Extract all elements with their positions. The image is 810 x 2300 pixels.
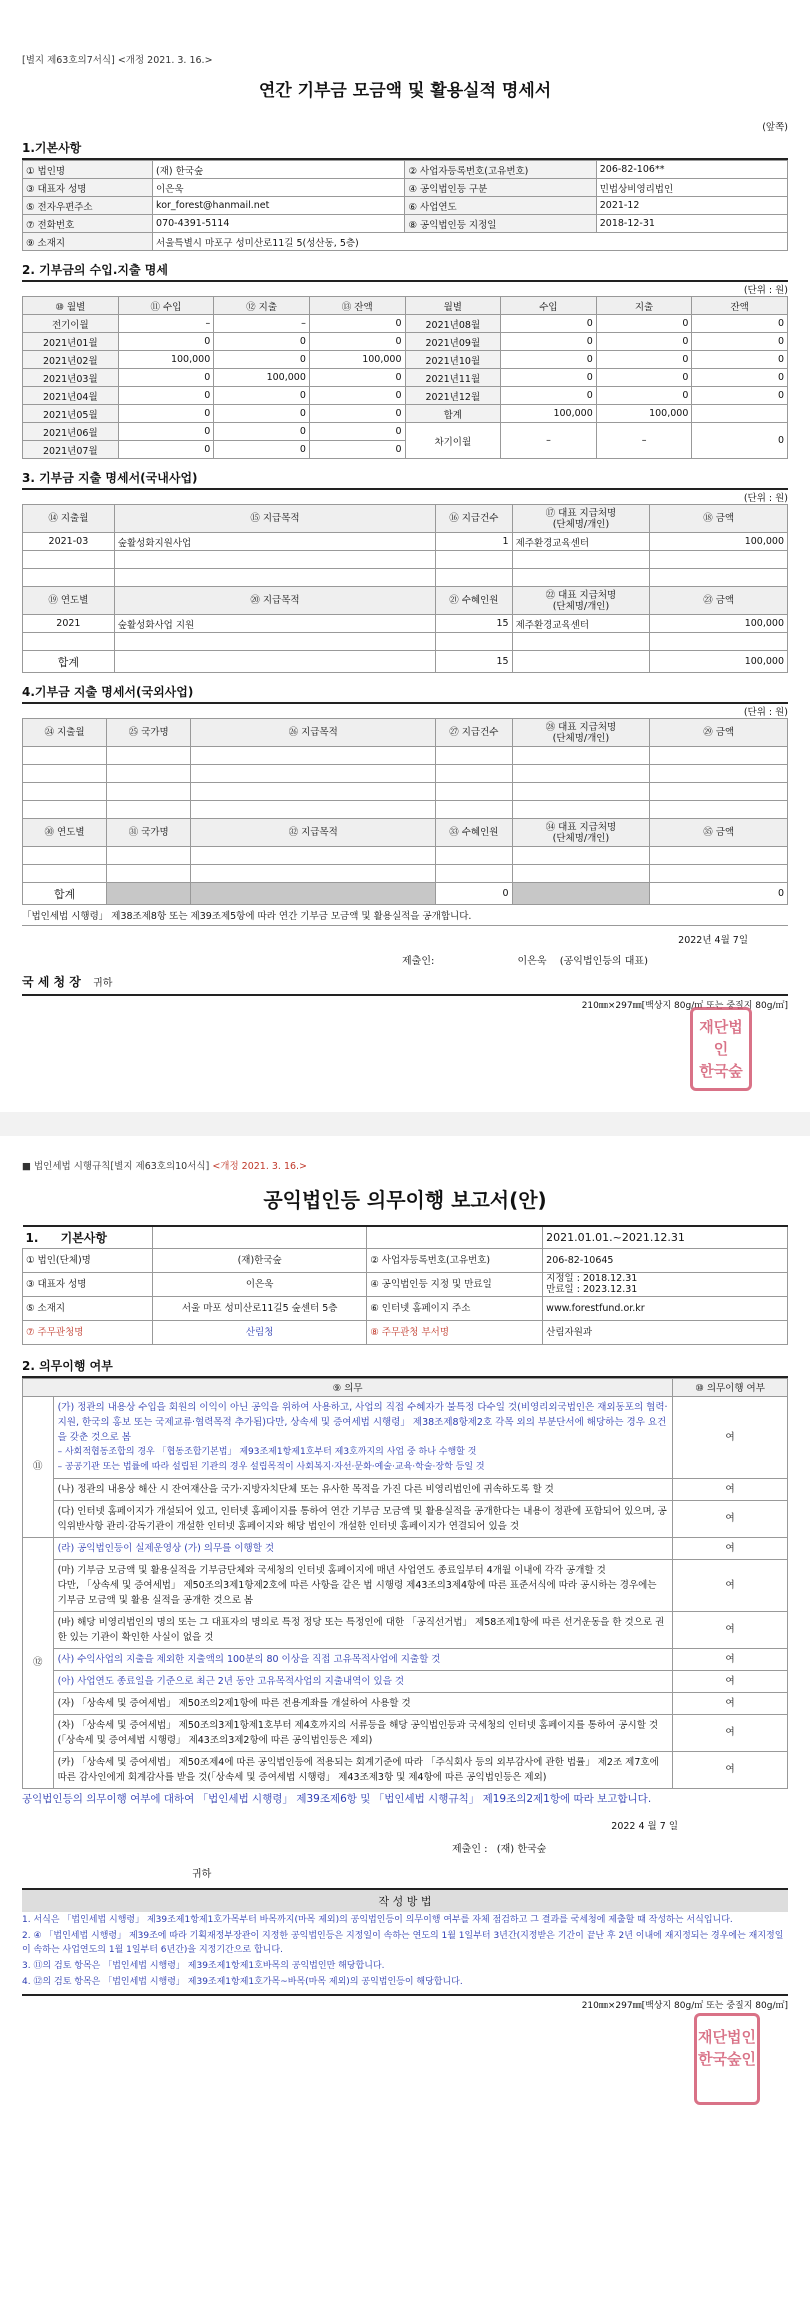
basic-label: ⑤ 전자우편주소 xyxy=(23,197,153,215)
table-cell: 0 xyxy=(692,369,788,387)
basic-value: 2021-12 xyxy=(596,197,787,215)
col-header: ㉚ 연도별 xyxy=(23,819,107,847)
table-cell: 100,000 xyxy=(214,369,310,387)
col-header: ㉓ 금액 xyxy=(650,587,788,615)
table-cell: 2021년07월 xyxy=(23,441,119,459)
basic-label: ⑤ 소재지 xyxy=(23,1296,153,1320)
table-cell xyxy=(692,405,788,423)
col-header: ㉕ 국가명 xyxy=(107,719,191,747)
page-note: (앞쪽) xyxy=(762,122,788,133)
col-header: ⑳ 지급목적 xyxy=(114,587,435,615)
check-ra: 여 xyxy=(673,1537,788,1559)
income-expense-table xyxy=(22,296,788,459)
overseas-expense-table xyxy=(22,718,788,905)
check-a: 여 xyxy=(673,1396,788,1478)
section-title: 2. 의무이행 여부 xyxy=(22,1355,788,1378)
basic-label: ④ 공익법인등 구분 xyxy=(405,179,596,197)
basic-value: 206-82-10645 xyxy=(543,1248,788,1272)
table-cell: 0 xyxy=(118,369,214,387)
col-header: ⑪ 수입 xyxy=(118,297,214,315)
basic-value: 서울 마포 성미산로11길5 숲센터 5층 xyxy=(153,1296,367,1320)
table-cell: 2021년03월 xyxy=(23,369,119,387)
col-header: ㉙ 금액 xyxy=(650,719,788,747)
law-note: 「법인세법 시행령」 제38조제8항 또는 제39조제5항에 따라 연간 기부금 모금액 및 활용실적을 공개합니다. xyxy=(22,905,788,926)
total-amount: 0 xyxy=(650,883,788,905)
basic-value: www.forestfund.or.kr xyxy=(543,1296,788,1320)
unit-label: (단위 : 원) xyxy=(743,285,788,296)
group-11: ⑪ xyxy=(23,1396,54,1537)
section-title: 기본사항 xyxy=(60,1230,107,1245)
col-header: ⑩ 월별 xyxy=(23,297,119,315)
table-cell: 전기이월 xyxy=(23,315,119,333)
table-cell: 100,000 xyxy=(650,533,788,551)
table-cell: 2021년04월 xyxy=(23,387,119,405)
col-header: 지출 xyxy=(596,297,692,315)
paper-spec: 210㎜×297㎜[백상지 80g/㎡ 또는 중질지 80g/㎡] xyxy=(22,1994,788,2011)
basic-value: 산림청 xyxy=(153,1320,367,1344)
basic-value: 206-82-106** xyxy=(596,161,787,179)
table-cell: 0 xyxy=(214,387,310,405)
table-cell: 2021년02월 xyxy=(23,351,119,369)
table-cell: 0 xyxy=(501,333,597,351)
unit-label: (단위 : 원) xyxy=(743,493,788,504)
basic-label: ③ 대표자 성명 xyxy=(23,1272,153,1296)
table-cell: 0 xyxy=(596,315,692,333)
basic-label: ⑥ 인터넷 홈페이지 주소 xyxy=(367,1296,543,1320)
table-cell: 0 xyxy=(309,333,405,351)
table-cell: 제주환경교육센터 xyxy=(512,533,650,551)
table-cell: 0 xyxy=(309,369,405,387)
recipient-suffix: 귀하 xyxy=(192,1868,212,1880)
col-header: ⑲ 연도별 xyxy=(23,587,115,615)
table-cell: 0 xyxy=(214,423,310,441)
address-label: ⑨ 소재지 xyxy=(23,233,153,251)
page-separator xyxy=(0,1112,810,1136)
check-ba: 여 xyxy=(673,1611,788,1648)
table-cell: 1 xyxy=(436,533,513,551)
table-cell: 2021년09월 xyxy=(405,333,501,351)
check-ja: 여 xyxy=(673,1692,788,1714)
total-count: 0 xyxy=(436,883,513,905)
col-header: ⑭ 지출월 xyxy=(23,505,115,533)
table-cell: 0 xyxy=(309,441,405,459)
table-cell: 0 xyxy=(118,387,214,405)
table-cell: 0 xyxy=(214,405,310,423)
duty-ja: (자) 「상속세 및 증여세법」 제50조의2제1항에 따른 전용계좌를 개설하여 사용할 것 xyxy=(53,1692,673,1714)
basic-label: ④ 공익법인등 지정 및 만료일 xyxy=(367,1272,543,1296)
basic-label: ② 사업자등록번호(고유번호) xyxy=(367,1248,543,1272)
col-header: ㉛ 국가명 xyxy=(107,819,191,847)
duty-sa: (사) 수익사업의 지출을 제외한 지출액의 100분의 80 이상을 직접 고유목적사업에 지출할 것 xyxy=(53,1648,673,1670)
table-cell: 2021년01월 xyxy=(23,333,119,351)
domestic-expense-table xyxy=(22,504,788,673)
table-cell: 0 xyxy=(596,369,692,387)
check-c: 여 xyxy=(673,1500,788,1537)
law-note: 공익법인등의 의무이행 여부에 대하여 「법인세법 시행령」 제39조제6항 및 「법인세법 시행규칙」 제19조의2제1항에 따라 보고합니다. xyxy=(22,1792,652,1805)
table-cell: 2021년08월 xyxy=(405,315,501,333)
total-count: 15 xyxy=(436,651,513,673)
col-header: ⑯ 지급건수 xyxy=(436,505,513,533)
col-header: ⑱ 금액 xyxy=(650,505,788,533)
basic-value: 민법상비영리법인 xyxy=(596,179,787,197)
submit-date: 2022 4 월 7 일 xyxy=(611,1820,678,1832)
table-cell: 숲활성화지원사업 xyxy=(114,533,435,551)
basic-label: ② 사업자등록번호(고유번호) xyxy=(405,161,596,179)
check-header: ⑩ 의무이행 여부 xyxy=(673,1378,788,1396)
total-label: 합계 xyxy=(23,651,115,673)
basic-value: 지정일 : 2018.12.31 만료일 : 2023.12.31 xyxy=(543,1272,788,1296)
section-title: 1.기본사항 xyxy=(22,137,788,160)
table-cell: 2021-03 xyxy=(23,533,115,551)
submit-date: 2022년 4월 7일 xyxy=(678,935,748,946)
col-header: ㉖ 지급목적 xyxy=(191,719,436,747)
method-item: 4. ⑫의 검토 항목은 「법인세법 시행령」 제39조제1항제1호가목~바목(마목 제외)의 공익법인등이 해당합니다. xyxy=(22,1976,463,1987)
form-donation-statement xyxy=(22,52,788,1080)
basic-label: ⑧ 공익법인등 지정일 xyxy=(405,215,596,233)
table-cell: – xyxy=(214,315,310,333)
col-header: 잔액 xyxy=(692,297,788,315)
table-cell: 숲활성화사업 지원 xyxy=(114,615,435,633)
table-cell: 100,000 xyxy=(118,351,214,369)
form-header: ■ 법인세법 시행규칙[별지 제63호의10서식] <개정 2021. 3. 16.> xyxy=(22,1161,308,1172)
col-header: ㉗ 지급건수 xyxy=(436,719,513,747)
section-number: 1. xyxy=(25,1230,39,1245)
basic-value: kor_forest@hanmail.net xyxy=(153,197,405,215)
check-b: 여 xyxy=(673,1478,788,1500)
table-cell: 0 xyxy=(214,351,310,369)
check-sa: 여 xyxy=(673,1648,788,1670)
total-amount: 100,000 xyxy=(650,651,788,673)
recipient-line xyxy=(22,973,788,990)
address-value: 서울특별시 마포구 성미산로11길 5(성산동, 5층) xyxy=(153,233,788,251)
method-item: 1. 서식은 「법인세법 시행령」 제39조제1항제1호가목부터 바목까지(마목 제외)의 공익법인등이 의무이행 여부를 자체 점검하고 그 결과를 국세청에 제출할 때 작성하는 서식입니다. xyxy=(22,1914,733,1925)
seal-stamp: 재단법인 한국숲 xyxy=(690,1007,752,1091)
table-cell: 0 xyxy=(309,423,405,441)
col-header: ⑬ 잔액 xyxy=(309,297,405,315)
table-cell: 0 xyxy=(118,333,214,351)
table-cell: 0 xyxy=(214,441,310,459)
duty-header: ⑨ 의무 xyxy=(23,1378,673,1396)
table-cell: 100,000 xyxy=(501,405,597,423)
section-title: 2. 기부금의 수입.지출 명세 xyxy=(22,259,788,282)
duty-ma: (마) 기부금 모금액 및 활용실적을 기부금단체와 국세청의 인터넷 홈페이지에 매년 사업연도 종료일부터 4개월 이내에 각각 공개할 것 다만, 「상속세 및 증여세법」 제50조의3제1항제2호에 따른 사항을 같은 법 시행령 제43조의3제4항에 따른 표준서식에 따라 공시하는 경우에는 기부금 모금액 및 활용 실적을 공개한 것으로 봄 xyxy=(53,1559,673,1611)
unit-label: (단위 : 원) xyxy=(743,707,788,718)
basic-value: 2018-12-31 xyxy=(596,215,787,233)
table-cell: – xyxy=(118,315,214,333)
table-cell: 2021년10월 xyxy=(405,351,501,369)
duty-ka: (카) 「상속세 및 증여세법」 제50조제4에 따른 공익법인등에 적용되는 회계기준에 따라 「주식회사 등의 외부감사에 관한 법률」 제2조 제7호에 따른 감사인에게 회계감사를 받을 것(「상속세 및 증여세법 시행령」 제43조제3항 및 제4항에 따른 공익법인등은 제외) xyxy=(53,1751,673,1788)
duty-ra: (라) 공익법인등이 실제운영상 (가) 의무를 이행할 것 xyxy=(53,1537,673,1559)
form-duty-report xyxy=(22,1158,788,2068)
table-cell: 0 xyxy=(692,333,788,351)
table-cell: 2021년12월 xyxy=(405,387,501,405)
submitter-label: 제출인: xyxy=(402,956,435,967)
group-12: ⑫ xyxy=(23,1537,54,1788)
col-header: ⑮ 지급목적 xyxy=(114,505,435,533)
page-title: 연간 기부금 모금액 및 활용실적 명세서 xyxy=(258,81,552,101)
duty-table xyxy=(22,1378,788,1789)
basic-label: ⑦ 주무관청명 xyxy=(23,1320,153,1344)
col-header: 수입 xyxy=(501,297,597,315)
section-title: 3. 기부금 지출 명세서(국내사업) xyxy=(22,467,788,490)
basic-value: 이은욱 xyxy=(153,179,405,197)
basic-value: 산림자원과 xyxy=(543,1320,788,1344)
col-header: ㉒ 대표 지급처명 (단체명/개인) xyxy=(512,587,650,615)
col-header: ㉟ 금액 xyxy=(650,819,788,847)
submitter-label: 제출인 : xyxy=(452,1843,488,1855)
table-cell: 0 xyxy=(501,387,597,405)
table-cell: 100,000 xyxy=(596,405,692,423)
duty-ba: (바) 해당 비영리법인의 명의 또는 그 대표자의 명의로 특정 정당 또는 특정인에 대한 「공직선거법」 제58조제1항에 따른 선거운동을 한 것으로 권한 있는 기관이 확인한 사실이 없을 것 xyxy=(53,1611,673,1648)
table-cell: 0 xyxy=(309,405,405,423)
submitter-line xyxy=(22,952,788,967)
table-cell: 0 xyxy=(501,315,597,333)
duty-c: (다) 인터넷 홈페이지가 개설되어 있고, 인터넷 홈페이지를 통하여 연간 기부금 모금액 및 활용실적을 공개한다는 내용이 정관에 포함되어 있으며, 공익위반사항 관리·감독기관이 개설한 인터넷 홈페이지와 해당 법인이 개설한 인터넷 홈페이지가 연결되어 있을 것 xyxy=(53,1500,673,1537)
submitter-name: 이은욱 xyxy=(517,956,547,967)
table-cell: 0 xyxy=(501,351,597,369)
check-ma: 여 xyxy=(673,1559,788,1611)
col-header: 월별 xyxy=(405,297,501,315)
col-header: ㉜ 지급목적 xyxy=(191,819,436,847)
table-cell: 합계 xyxy=(405,405,501,423)
method-item: 3. ⑪의 검토 항목은 「법인세법 시행령」 제39조제1항제1호바목의 공익법인만 해당합니다. xyxy=(22,1960,385,1971)
paper-spec: 210㎜×297㎜[백상지 80g/㎡ 또는 중질지 80g/㎡] xyxy=(22,994,788,1011)
submitter-line xyxy=(22,1840,788,1855)
table-cell: 0 xyxy=(501,369,597,387)
table-cell: 0 xyxy=(596,387,692,405)
basic-label: ① 법인(단체)명 xyxy=(23,1248,153,1272)
duty-b: (나) 정관의 내용상 해산 시 잔여재산을 국가·지방자치단체 또는 유사한 목적을 가진 다른 비영리법인에 귀속하도록 할 것 xyxy=(53,1478,673,1500)
table-cell: 0 xyxy=(309,387,405,405)
basic-label: ⑧ 주무관청 부서명 xyxy=(367,1320,543,1344)
method-item: 2. ④ 「법인세법 시행령」 제39조에 따라 기획재정부장관이 지정한 공익법인등은 지정일이 속하는 연도의 1월 1일부터 3년간(지정받은 기간이 끝난 후 2년 이내에 재지정되는 경우에는 재지정일이 속하는 사업연도의 1월 1일부터 6년간)을 지정기간으로 합니다. xyxy=(22,1930,784,1955)
col-header: ㉝ 수혜인원 xyxy=(436,819,513,847)
duty-ah: (아) 사업연도 종료일을 기준으로 최근 2년 동안 고유목적사업의 지출내역이 있을 것 xyxy=(53,1670,673,1692)
seal-stamp: 재단법인 한국숲인 xyxy=(694,2013,760,2105)
table-cell: 2021년06월 xyxy=(23,423,119,441)
submitter-role: (공익법인등의 대표) xyxy=(559,956,648,967)
report-period: 2021.01.01.~2021.12.31 xyxy=(543,1226,788,1248)
col-header: ㉞ 대표 지급처명 (단체명/개인) xyxy=(512,819,650,847)
table-cell: 0 xyxy=(596,351,692,369)
basic-value: (재)한국숲 xyxy=(153,1248,367,1272)
method-title: 작 성 방 법 xyxy=(22,1888,788,1912)
col-header: ⑰ 대표 지급처명 (단체명/개인) xyxy=(512,505,650,533)
col-header: ㉑ 수혜인원 xyxy=(436,587,513,615)
basic-value: 070-4391-5114 xyxy=(153,215,405,233)
table-cell: 15 xyxy=(436,615,513,633)
table-cell: 2021년11월 xyxy=(405,369,501,387)
col-header: ㉔ 지출월 xyxy=(23,719,107,747)
basic-value: (재) 한국숲 xyxy=(153,161,405,179)
basic-info-table xyxy=(22,1225,788,1345)
table-cell: 제주환경교육센터 xyxy=(512,615,650,633)
table-cell: 0 xyxy=(214,333,310,351)
basic-label: ⑦ 전화번호 xyxy=(23,215,153,233)
method-list xyxy=(22,1912,788,1990)
carry-value: – xyxy=(596,423,692,459)
duty-cha: (차) 「상속세 및 증여세법」 제50조의3제1항제1호부터 제4호까지의 서류등을 해당 공익법인등과 국세청의 인터넷 홈페이지를 통하여 공시할 것(「상속세 및 증여세법 시행령」 제43조의3제2항에 따른 공익법인등은 제외) xyxy=(53,1714,673,1751)
table-cell: 0 xyxy=(692,351,788,369)
table-cell: 0 xyxy=(118,441,214,459)
table-cell: 0 xyxy=(309,315,405,333)
form-header: [별지 제63호의7서식] <개정 2021. 3. 16.> xyxy=(22,55,213,66)
table-cell: 0 xyxy=(118,423,214,441)
table-cell: 2021 xyxy=(23,615,115,633)
check-ah: 여 xyxy=(673,1670,788,1692)
table-cell: 0 xyxy=(118,405,214,423)
basic-label: ③ 대표자 성명 xyxy=(23,179,153,197)
check-ka: 여 xyxy=(673,1751,788,1788)
col-header: ⑫ 지출 xyxy=(214,297,310,315)
basic-label: ① 법인명 xyxy=(23,161,153,179)
recipient-suffix: 귀하 xyxy=(93,978,113,989)
table-cell: 0 xyxy=(692,387,788,405)
duty-a: (가) 정관의 내용상 수입을 회원의 이익이 아닌 공익을 위하여 사용하고, 사업의 직접 수혜자가 불특정 다수일 것(비영리외국법인은 재외동포의 협력·지원, 한국의 홍보 또는 국제교류·협력목적 추가됨)다만, 상속세 및 증여세법 시행령」 제38조제8항제2호 각목 외의 부분단서에 해당하는 경우 요건을 갖춘 것으로 봄 xyxy=(57,1401,668,1443)
carry-value: 0 xyxy=(692,423,788,459)
carry-value: – xyxy=(501,423,597,459)
basic-value: 이은욱 xyxy=(153,1272,367,1296)
duty-a-sub: – 사회적협동조합의 경우 「협동조합기본법」 제93조제1항제1호부터 제3호까지의 사업 중 하나 수행할 것 – 공공기관 또는 법률에 따라 설립된 기관의 경우 설립목적이 사회복지·자선·문화·예술·교육·학술·장학 등일 것 xyxy=(57,1446,485,1472)
table-cell: 0 xyxy=(596,333,692,351)
check-cha: 여 xyxy=(673,1714,788,1751)
carry-label: 차기이월 xyxy=(405,423,501,459)
basic-label: ⑥ 사업연도 xyxy=(405,197,596,215)
table-cell: 2021년05월 xyxy=(23,405,119,423)
basic-info-table xyxy=(22,160,788,251)
recipient: 국 세 청 장 xyxy=(22,975,81,989)
table-cell: 100,000 xyxy=(650,615,788,633)
submitter-name: (재) 한국숲 xyxy=(496,1843,547,1855)
total-label: 합계 xyxy=(23,883,107,905)
section-title: 4.기부금 지출 명세서(국외사업) xyxy=(22,681,788,704)
table-cell: 0 xyxy=(692,315,788,333)
col-header: ㉘ 대표 지급처명 (단체명/개인) xyxy=(512,719,650,747)
page-title: 공익법인등 의무이행 보고서(안) xyxy=(263,1188,547,1212)
table-cell: 100,000 xyxy=(309,351,405,369)
